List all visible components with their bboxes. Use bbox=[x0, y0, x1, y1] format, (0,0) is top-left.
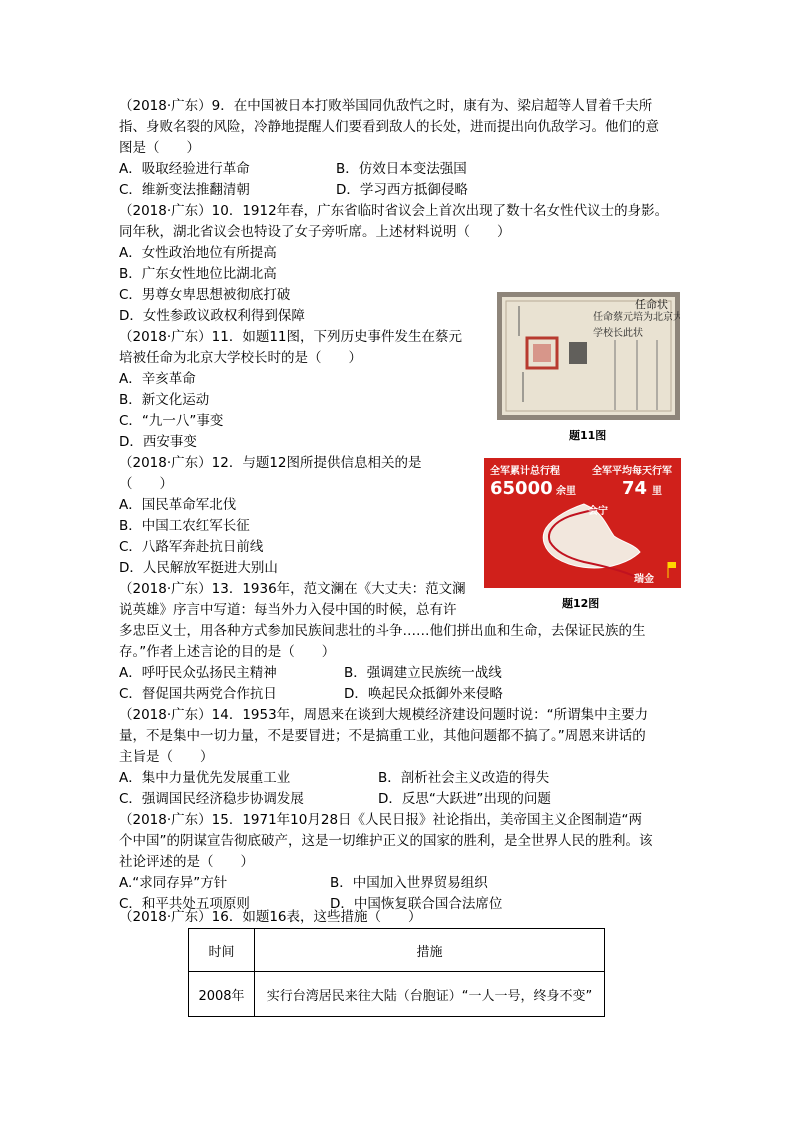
q13-option-d: D．唤起民众抵御外来侵略 bbox=[344, 686, 503, 702]
q13-option-c: C．督促国共两党合作抗日 bbox=[119, 686, 277, 702]
map-place-ruijin: 瑞金 bbox=[634, 574, 654, 585]
q10-stem-line1: （2018·广东）10．1912年春，广东省临时省议会上首次出现了数十名女性代议士的身影。 bbox=[119, 203, 669, 219]
q14-stem-line3: 主旨是（ ） bbox=[119, 749, 214, 765]
table-cell-measure: 实行台湾居民来往大陆（台胞证）“一人一号，终身不变” bbox=[255, 972, 605, 1017]
q9-option-d: D．学习西方抵御侵略 bbox=[336, 182, 468, 198]
q11-option-b: B．新文化运动 bbox=[119, 392, 210, 408]
q12-option-d: D．人民解放军挺进大别山 bbox=[119, 560, 278, 576]
q16-stem-line1: （2018·广东）16．如题16表，这些措施（ ） bbox=[119, 909, 422, 925]
q12-figure bbox=[484, 458, 681, 588]
map-value-daily-march: 74 bbox=[622, 478, 648, 499]
q15-option-d: D．中国恢复联合国合法席位 bbox=[330, 896, 503, 912]
q11-stem-line1: （2018·广东）11．如题11图，下列历史事件发生在蔡元 bbox=[119, 329, 463, 345]
certificate-title: 任命状 bbox=[635, 298, 668, 311]
table-header-measure: 措施 bbox=[255, 929, 605, 972]
q15-stem-line2: 个中国”的阴谋宣告彻底破产，这是一切维护正义的国家的胜利，是全世界人民的胜利。该 bbox=[119, 833, 653, 849]
q11-figure bbox=[497, 292, 680, 420]
q10-option-a: A．女性政治地位有所提高 bbox=[119, 245, 277, 261]
q12-stem-line2: （ ） bbox=[119, 476, 173, 492]
q12-stem-line1: （2018·广东）12．与题12图所提供信息相关的是 bbox=[119, 455, 422, 471]
long-march-map-image bbox=[484, 458, 681, 588]
map-label-total-distance: 全军累计总行程 bbox=[490, 466, 560, 477]
q14-stem-line2: 量，不是集中一切力量，不是要冒进；不是搞重工业，其他问题都不搞了。”周恩来讲话的 bbox=[119, 728, 646, 744]
appointment-certificate-image bbox=[497, 292, 680, 420]
q13-stem-line4: 存。”作者上述言论的目的是（ ） bbox=[119, 644, 336, 660]
q15-option-c: C．和平共处五项原则 bbox=[119, 896, 250, 912]
q9-option-a: A．吸取经验进行革命 bbox=[119, 161, 250, 177]
q9-stem-line3: 图是（ ） bbox=[119, 140, 200, 156]
certificate-text: 学校长此状 bbox=[593, 328, 643, 339]
q9-stem-line2: 指、身败名裂的风险，冷静地提醒人们要看到敌人的长处，进而提出向仇敌学习。他们的意 bbox=[119, 119, 659, 135]
q13-stem-line3: 多忠臣义士，用各种方式参加民族间悲壮的斗争……他们拼出血和生命，去保证民族的生 bbox=[119, 623, 646, 639]
map-unit-total-distance: 余里 bbox=[556, 486, 576, 497]
q13-option-b: B．强调建立民族统一战线 bbox=[344, 665, 502, 681]
q13-option-a: A．呼吁民众弘扬民主精神 bbox=[119, 665, 277, 681]
q10-stem-line2: 同年秋，湖北省议会也特设了女子旁听席。上述材料说明（ ） bbox=[119, 224, 511, 240]
table-row bbox=[189, 972, 605, 1017]
q9-option-c: C．维新变法推翻清朝 bbox=[119, 182, 250, 198]
map-value-total-distance: 65000 bbox=[490, 478, 553, 499]
q12-figure-caption: 题12图 bbox=[562, 597, 600, 610]
q10-option-d: D．女性参政议政权利得到保障 bbox=[119, 308, 305, 324]
q15-stem-line3: 社论评述的是（ ） bbox=[119, 854, 254, 870]
map-unit-daily-march: 里 bbox=[652, 486, 662, 497]
q13-stem-line2: 说英雄》序言中写道：每当外力入侵中国的时候，总有许 bbox=[119, 602, 457, 618]
q11-option-c: C．“九一八”事变 bbox=[119, 413, 224, 429]
q9-option-b: B．仿效日本变法强国 bbox=[336, 161, 467, 177]
map-place-huining: 会宁 bbox=[588, 506, 608, 517]
certificate-text-2: 任命蔡元培为北京大 bbox=[593, 312, 680, 323]
table-header-time: 时间 bbox=[189, 929, 255, 972]
q10-option-b: B．广东女性地位比湖北高 bbox=[119, 266, 277, 282]
q14-option-a: A．集中力量优先发展重工业 bbox=[119, 770, 291, 786]
q14-stem-line1: （2018·广东）14．1953年，周恩来在谈到大规模经济建设问题时说：“所谓集中主要力 bbox=[119, 707, 649, 723]
q11-figure-caption: 题11图 bbox=[569, 429, 607, 442]
q14-option-d: D．反思“大跃进”出现的问题 bbox=[378, 791, 551, 807]
q14-option-b: B．剖析社会主义改造的得失 bbox=[378, 770, 550, 786]
q15-stem-line1: （2018·广东）15．1971年10月28日《人民日报》社论指出，美帝国主义企图制造“两 bbox=[119, 812, 643, 828]
map-label-daily-march: 全军平均每天行军 bbox=[592, 466, 672, 477]
q14-option-c: C．强调国民经济稳步协调发展 bbox=[119, 791, 304, 807]
q11-option-d: D．西安事变 bbox=[119, 434, 197, 450]
q12-option-b: B．中国工农红军长征 bbox=[119, 518, 250, 534]
q9-stem-line1: （2018·广东）9．在中国被日本打败举国同仇敌忾之时，康有为、梁启超等人冒着千夫所 bbox=[119, 98, 653, 114]
q13-stem-line1: （2018·广东）13．1936年，范文澜在《大丈夫：范文澜 bbox=[119, 581, 466, 597]
flag-icon bbox=[668, 562, 676, 568]
q12-option-c: C．八路军奔赴抗日前线 bbox=[119, 539, 264, 555]
q15-option-a: A.“求同存异”方针 bbox=[119, 875, 228, 891]
q12-option-a: A．国民革命军北伐 bbox=[119, 497, 237, 513]
q11-option-a: A．辛亥革命 bbox=[119, 371, 196, 387]
q15-option-b: B．中国加入世界贸易组织 bbox=[330, 875, 488, 891]
q10-option-c: C．男尊女卑思想被彻底打破 bbox=[119, 287, 291, 303]
q11-stem-line2: 培被任命为北京大学校长时的是（ ） bbox=[119, 350, 362, 366]
q16-table bbox=[188, 928, 605, 1017]
table-cell-time: 2008年 bbox=[189, 972, 255, 1017]
